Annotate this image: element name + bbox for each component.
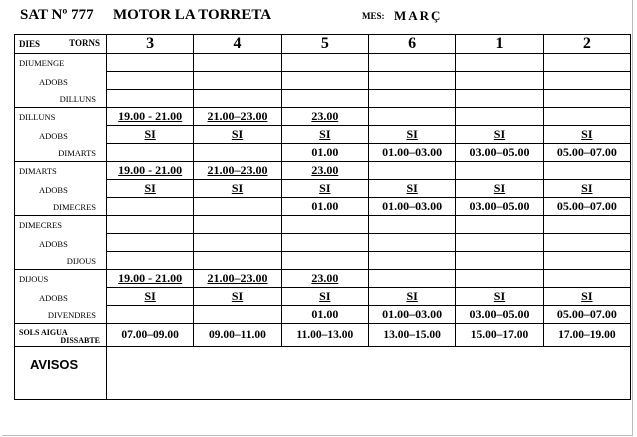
next-day-name: DIMARTS [58, 148, 96, 158]
shift-cell [281, 72, 368, 90]
shift-cell [281, 90, 368, 108]
shift-cell [368, 126, 455, 144]
shift-cell [368, 180, 455, 198]
shift-cell [107, 234, 194, 252]
shift-cell [368, 108, 455, 126]
schedule-row [15, 180, 631, 198]
next-day-name: DIJOUS [66, 256, 96, 266]
next-day-name: DILLUNS [59, 94, 96, 104]
shift-cell [456, 162, 543, 180]
shift-cell [107, 270, 194, 288]
day-label-cell [15, 162, 107, 216]
dissabte-label: DISSABTE [60, 336, 100, 345]
shift-cell [456, 54, 543, 72]
shift-value: 21.00–23.00 [207, 109, 268, 123]
schedule-row [15, 126, 631, 144]
shift-value: 23.00 [311, 163, 339, 177]
day-name: DIMECRES [19, 220, 62, 230]
day-label-cell [15, 108, 107, 162]
schedule-row [15, 198, 631, 216]
torn-column-header: 3 [107, 35, 194, 54]
shift-cell [456, 252, 543, 270]
shift-cell [281, 180, 368, 198]
shift-value: 19.00 - 21.00 [118, 109, 183, 123]
shift-cell [107, 126, 194, 144]
shift-cell [368, 234, 455, 252]
shift-cell [107, 108, 194, 126]
shift-cell [194, 252, 281, 270]
shift-value: SI [144, 127, 156, 141]
avisos-label: AVISOS [30, 357, 79, 372]
shift-cell [281, 108, 368, 126]
shift-value: SI [493, 181, 506, 195]
torn-column-header: 4 [194, 35, 281, 54]
shift-cell [456, 288, 543, 306]
shift-cell [107, 288, 194, 306]
shift-value: SI [231, 127, 244, 141]
schedule-row [15, 270, 631, 288]
shift-cell [107, 198, 194, 216]
shift-cell [194, 198, 281, 216]
shift-cell [194, 108, 281, 126]
shift-value: 23.00 [311, 109, 339, 123]
shift-value: 21.00–23.00 [207, 163, 268, 177]
shift-value: 03.00–05.00 [469, 145, 530, 159]
sols-time-cell: 17.00–19.00 [543, 324, 630, 347]
shift-cell [194, 234, 281, 252]
day-name: DIMARTS [19, 166, 57, 176]
schedule-table [14, 34, 631, 400]
shift-cell [194, 126, 281, 144]
schedule-row [15, 306, 631, 324]
shift-cell [543, 144, 630, 162]
shift-cell [281, 234, 368, 252]
schedule-row [15, 162, 631, 180]
shift-cell [281, 144, 368, 162]
shift-cell [281, 216, 368, 234]
sols-label: SOLS AIGUA [19, 328, 68, 337]
sat-title: SAT Nº 777 [20, 7, 94, 23]
shift-cell [194, 306, 281, 324]
day-label-cell [15, 216, 107, 270]
torn-column-header: 2 [543, 35, 630, 54]
dies-torns-cell [15, 35, 107, 54]
sols-time-cell: 11.00–13.00 [281, 324, 368, 347]
shift-cell [281, 126, 368, 144]
shift-value: 01.00–03.00 [382, 145, 443, 159]
shift-cell [368, 252, 455, 270]
day-label-cell [15, 54, 107, 108]
shift-cell [194, 288, 281, 306]
shift-cell [543, 126, 630, 144]
torn-column-header: 6 [368, 35, 455, 54]
shift-cell [456, 216, 543, 234]
shift-cell [368, 288, 455, 306]
torn-column-header: 1 [456, 35, 543, 54]
shift-cell [543, 108, 630, 126]
shift-cell [456, 72, 543, 90]
shift-cell [456, 126, 543, 144]
avisos-row [15, 347, 631, 400]
schedule-row [15, 252, 631, 270]
shift-value: 21.00–23.00 [207, 271, 268, 285]
shift-cell [543, 90, 630, 108]
shift-cell [281, 198, 368, 216]
shift-cell [107, 72, 194, 90]
shift-cell [456, 198, 543, 216]
shift-cell [194, 144, 281, 162]
shift-value: 01.00–03.00 [382, 199, 443, 213]
shift-cell [281, 270, 368, 288]
shift-value: 03.00–05.00 [469, 307, 530, 321]
shift-cell [543, 270, 630, 288]
shift-cell [107, 144, 194, 162]
sols-aigua-row [15, 324, 631, 347]
shift-value: 19.00 - 21.00 [118, 163, 183, 177]
shift-cell [281, 252, 368, 270]
schedule-row [15, 234, 631, 252]
shift-cell [107, 90, 194, 108]
shift-cell [543, 54, 630, 72]
shift-value: 05.00–07.00 [556, 145, 617, 159]
shift-cell [368, 306, 455, 324]
shift-cell [281, 288, 368, 306]
day-name: DIUMENGE [19, 58, 65, 68]
shift-value: SI [493, 289, 506, 303]
shift-value: 01.00–03.00 [382, 307, 443, 321]
shift-cell [456, 306, 543, 324]
shift-value: SI [319, 289, 331, 303]
shift-cell [368, 144, 455, 162]
shift-value: 23.00 [311, 271, 339, 285]
sols-time-cell: 07.00–09.00 [107, 324, 194, 347]
shift-cell [543, 216, 630, 234]
shift-value: 05.00–07.00 [556, 199, 617, 213]
adobs-label: ADOBS [39, 131, 68, 141]
day-name: DILLUNS [19, 112, 56, 122]
shift-cell [456, 270, 543, 288]
shift-cell [194, 90, 281, 108]
shift-cell [194, 216, 281, 234]
shift-value: SI [319, 181, 331, 195]
sols-time-cell: 15.00–17.00 [456, 324, 543, 347]
schedule-row [15, 216, 631, 234]
schedule-row [15, 108, 631, 126]
schedule-row [15, 144, 631, 162]
shift-cell [456, 180, 543, 198]
shift-value: SI [144, 289, 156, 303]
adobs-label: ADOBS [39, 239, 68, 249]
shift-cell [194, 54, 281, 72]
torn-column-header: 5 [281, 35, 368, 54]
shift-cell [281, 162, 368, 180]
shift-cell [543, 306, 630, 324]
shift-cell [368, 216, 455, 234]
shift-cell [107, 162, 194, 180]
shift-value: SI [319, 127, 331, 141]
shift-cell [194, 72, 281, 90]
schedule-row [15, 90, 631, 108]
shift-cell [107, 252, 194, 270]
shift-value: 19.00 - 21.00 [118, 271, 183, 285]
shift-value: SI [493, 127, 506, 141]
shift-cell [194, 270, 281, 288]
shift-cell [456, 234, 543, 252]
shift-cell [368, 270, 455, 288]
day-name: DIJOUS [19, 274, 49, 284]
shift-cell [368, 90, 455, 108]
shift-cell [368, 54, 455, 72]
shift-cell [107, 306, 194, 324]
shift-value: 05.00–07.00 [556, 307, 617, 321]
sols-label-cell [15, 324, 107, 347]
column-header-row [15, 35, 631, 54]
shift-value: 03.00–05.00 [469, 199, 530, 213]
shift-cell [281, 54, 368, 72]
shift-value: SI [231, 289, 244, 303]
shift-value: SI [144, 181, 156, 195]
sols-time-cell: 09.00–11.00 [194, 324, 281, 347]
month-label: MES: [362, 11, 385, 21]
shift-cell [194, 180, 281, 198]
shift-cell [543, 198, 630, 216]
avisos-content [107, 347, 631, 400]
shift-cell [107, 54, 194, 72]
dies-label: DIES [19, 39, 41, 49]
adobs-label: ADOBS [39, 185, 68, 195]
schedule-row [15, 72, 631, 90]
adobs-label: ADOBS [39, 293, 68, 303]
shift-cell [543, 162, 630, 180]
shift-cell [543, 180, 630, 198]
shift-value: 01.00 [311, 199, 339, 213]
shift-value: SI [406, 181, 418, 195]
shift-cell [368, 162, 455, 180]
schedule-row [15, 54, 631, 72]
shift-cell [543, 288, 630, 306]
shift-cell [194, 162, 281, 180]
next-day-name: DIVENDRES [47, 310, 96, 320]
shift-cell [107, 216, 194, 234]
shift-value: SI [406, 289, 418, 303]
shift-cell [281, 306, 368, 324]
shift-cell [456, 144, 543, 162]
day-label-cell [15, 270, 107, 324]
sols-time-cell: 13.00–15.00 [368, 324, 455, 347]
shift-cell [107, 180, 194, 198]
shift-value: SI [231, 181, 244, 195]
shift-cell [543, 234, 630, 252]
schedule-row [15, 288, 631, 306]
shift-value: SI [581, 127, 593, 141]
shift-cell [456, 108, 543, 126]
shift-value: 01.00 [311, 307, 339, 321]
adobs-label: ADOBS [39, 77, 68, 87]
shift-value: SI [581, 181, 593, 195]
shift-value: SI [581, 289, 593, 303]
next-day-name: DIMECRES [53, 202, 96, 212]
torns-label: TORNS [69, 38, 100, 48]
shift-value: SI [406, 127, 418, 141]
header [20, 5, 620, 29]
avisos-label-cell [15, 347, 107, 400]
motor-title: MOTOR LA TORRETA [113, 7, 272, 23]
shift-cell [543, 72, 630, 90]
shift-cell [543, 252, 630, 270]
shift-value: 01.00 [311, 145, 339, 159]
shift-cell [456, 90, 543, 108]
shift-cell [368, 72, 455, 90]
month-value: MARÇ [394, 8, 443, 23]
shift-cell [368, 198, 455, 216]
